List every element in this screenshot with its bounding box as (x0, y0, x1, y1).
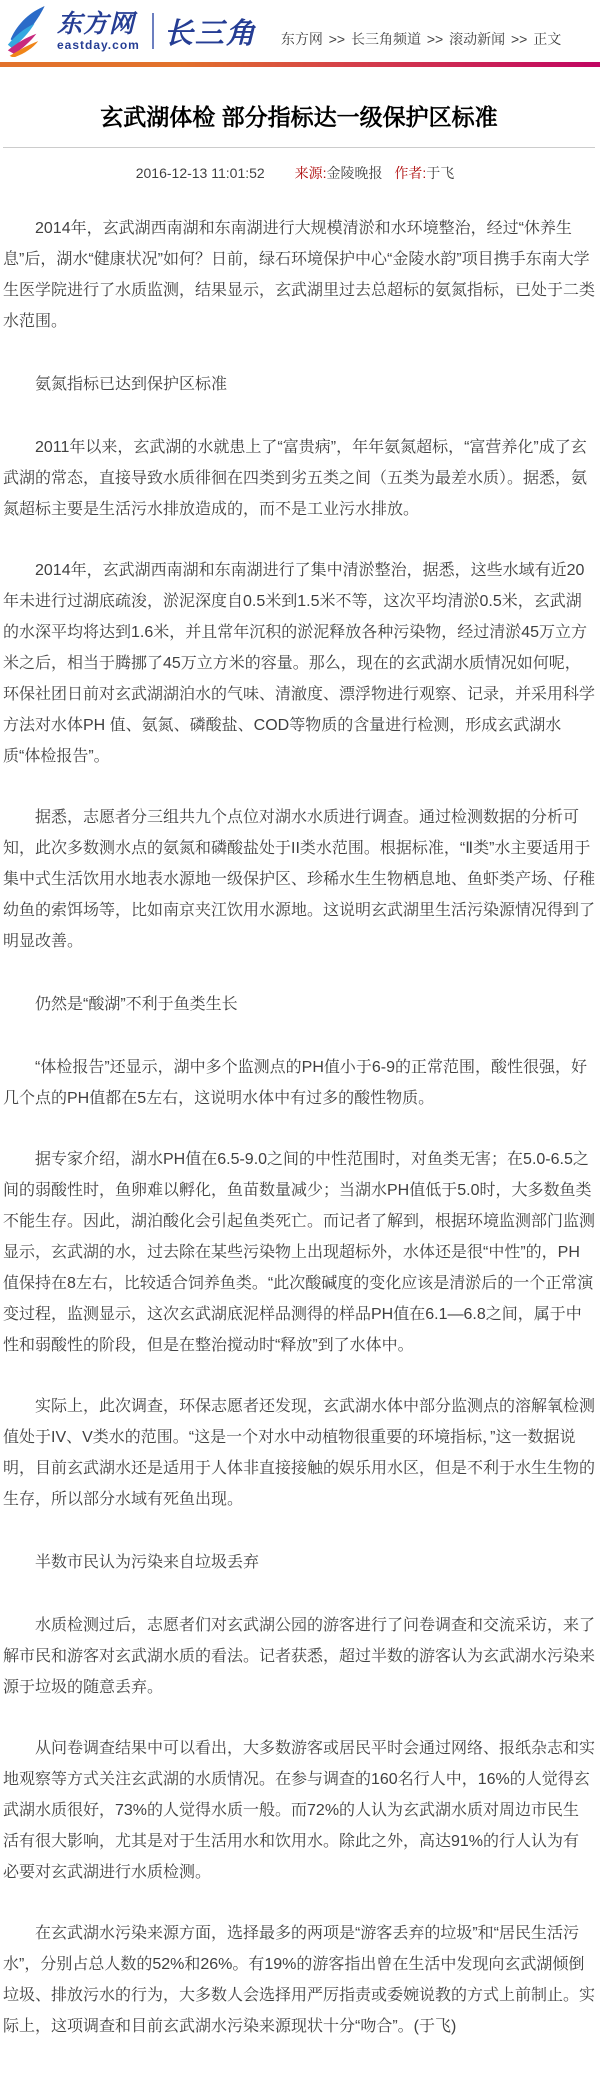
article-paragraph: “体检报告”还显示，湖中多个监测点的PH值小于6-9的正常范围，酸性很强，好几个点的PH值都在5左右，这说明水体中有过多的酸性物质。 (3, 1058, 588, 1107)
breadcrumb-item-2[interactable]: 滚动新闻 (449, 31, 506, 47)
title-divider (3, 147, 595, 148)
brand-text (57, 9, 140, 52)
section-name: 长三角 (163, 17, 257, 50)
author-value: 于飞 (426, 164, 455, 181)
article-paragraph: 2014年，玄武湖西南湖和东南湖进行大规模清淤和水环境整治，经过“休养生息”后，湖水“健康状况”如何？日前，绿石环境保护中心“金陵水韵”项目携手东南大学生医学院进行了水质监测，结果显示，玄武湖里过去总超标的氨氮指标，已处于二类水范围。 (3, 219, 596, 330)
article-subheading: 氨氮指标已达到保护区标准 (35, 375, 228, 393)
breadcrumb-separator: >> (507, 31, 532, 47)
breadcrumb-item-1[interactable]: 长三角频道 (350, 31, 421, 47)
article-subheading: 半数市民认为污染来自垃圾丢弃 (35, 1553, 260, 1571)
brand-name: 东方网 (57, 9, 136, 38)
article (0, 103, 600, 2092)
article-paragraph: 2011年以来，玄武湖的水就患上了“富贵病”，年年氨氮超标，“富营养化”成了玄武湖的常态，直接导致水质徘徊在四类到劣五类之间（五类为最差水质）。据悉，氨氮超标主要是生活污水排放造成的，而不是工业污水排放。 (3, 438, 588, 518)
article-paragraph: 从问卷调查结果中可以看出，大多数游客或居民平时会通过网络、报纸杂志和实地观察等方式关注玄武湖的水质情况。在参与调查的160名行人中，16%的人觉得玄武湖水质很好，73%的人觉得水质一般。而72%的人认为玄武湖水质对周边市民生活有很大影响，尤其是对于生活用水和饮用水。除此之外，高达91%的行人认为有必要对玄武湖进行水质检测。 (3, 1739, 596, 1881)
brand-domain: eastday.com (57, 37, 140, 52)
source-value: 金陵晚报 (326, 164, 383, 181)
article-paragraph: 实际上，此次调查，环保志愿者还发现，玄武湖水体中部分监测点的溶解氧检测值处于IV、V类水的范围。“这是一个对水中动植物很重要的环境指标，”这一数据说明，目前玄武湖水还是适用于人体非直接接触的娱乐用水区，但是不利于水生生物的生存，所以部分水域有死鱼出现。 (3, 1397, 596, 1508)
site-header (0, 0, 600, 58)
article-paragraph: 据专家介绍，湖水PH值在6.5-9.0之间的中性范围时，对鱼类无害；在5.0-6.5之间的弱酸性时，鱼卵难以孵化，鱼苗数量减少；当湖水PH值低于5.0时，大多数鱼类不能生存。因此，湖泊酸化会引起鱼类死亡。而记者了解到，根据环境监测部门监测显示，玄武湖的水，过去除在某些污染物上出现超标外，水体还是很“中性”的，PH值保持在8左右，比较适合饲养鱼类。“此次酸碱度的变化应该是清淤后的一个正常演变过程，监测显示，这次玄武湖底泥样品测得的样品PH值在6.1—6.8之间，属于中性和弱酸性的阶段，但是在整治搅动时“释放”到了水体中。 (3, 1150, 596, 1354)
article-meta (3, 163, 595, 183)
breadcrumb-separator: >> (422, 31, 448, 47)
article-paragraph: 水质检测过后，志愿者们对玄武湖公园的游客进行了问卷调查和交流采访，来了解市民和游客对玄武湖水质的看法。记者获悉，超过半数的游客认为玄武湖水污染来源于垃圾的随意丢弃。 (3, 1616, 596, 1696)
author-label: 作者: (394, 164, 427, 181)
article-paragraph: 2014年，玄武湖西南湖和东南湖进行了集中清淤整治，据悉，这些水域有近20年未进行过湖底疏浚，淤泥深度自0.5米到1.5米不等，这次平均清淤0.5米，玄武湖的水深平均将达到1.6米，并且常年沉积的淤泥释放各种污染物，经过清淤45万立方米之后，相当于腾挪了45万立方米的容量。那么，现在的玄武湖水质情况如何呢，环保社团日前对玄武湖湖泊水的气味、清澈度、漂浮物进行观察、记录，并采用科学方法对水体PH 值、氨氮、磷酸盐、COD等物质的含量进行检测，形成玄武湖水质“体检报告”。 (3, 561, 596, 765)
article-subheading: 仍然是“酸湖”不利于鱼类生长 (35, 995, 238, 1013)
article-body (3, 213, 595, 2042)
source-label: 来源: (294, 164, 327, 181)
breadcrumb-separator: >> (324, 31, 349, 47)
eastday-logo-icon (6, 5, 52, 57)
breadcrumb-item-0[interactable]: 东方网 (280, 31, 323, 47)
article-paragraph: 在玄武湖水污染来源方面，选择最多的两项是“游客丢弃的垃圾”和“居民生活污水”，分别占总人数的52%和26%。有19%的游客指出曾在生活中发现向玄武湖倾倒垃圾、排放污水的行为，大多数人会选择用严厉指责或委婉说教的方式上前制止。实际上，这项调查和目前玄武湖水污染来源现状十分“吻合”。(于飞) (3, 1924, 596, 2035)
eastday-logo[interactable] (6, 5, 257, 57)
header-gradient-rule (0, 62, 600, 67)
article-title: 玄武湖体检 部分指标达一级保护区标准 (100, 104, 498, 130)
logo-vertical-divider (152, 13, 154, 49)
article-paragraph: 据悉，志愿者分三组共九个点位对湖水水质进行调查。通过检测数据的分析可知，此次多数测水点的氨氮和磷酸盐处于II类水范围。根据标准，“Ⅱ类”水主要适用于集中式生活饮用水地表水源地一级保护区、珍稀水生生物栖息地、鱼虾类产场、仔稚幼鱼的索饵场等，比如南京夹江饮用水源地。这说明玄武湖里生活污染源情况得到了明显改善。 (3, 808, 596, 950)
publish-datetime: 2016-12-13 11:01:52 (135, 164, 265, 181)
breadcrumb-item-3: 正文 (533, 31, 562, 47)
breadcrumb (281, 29, 561, 49)
